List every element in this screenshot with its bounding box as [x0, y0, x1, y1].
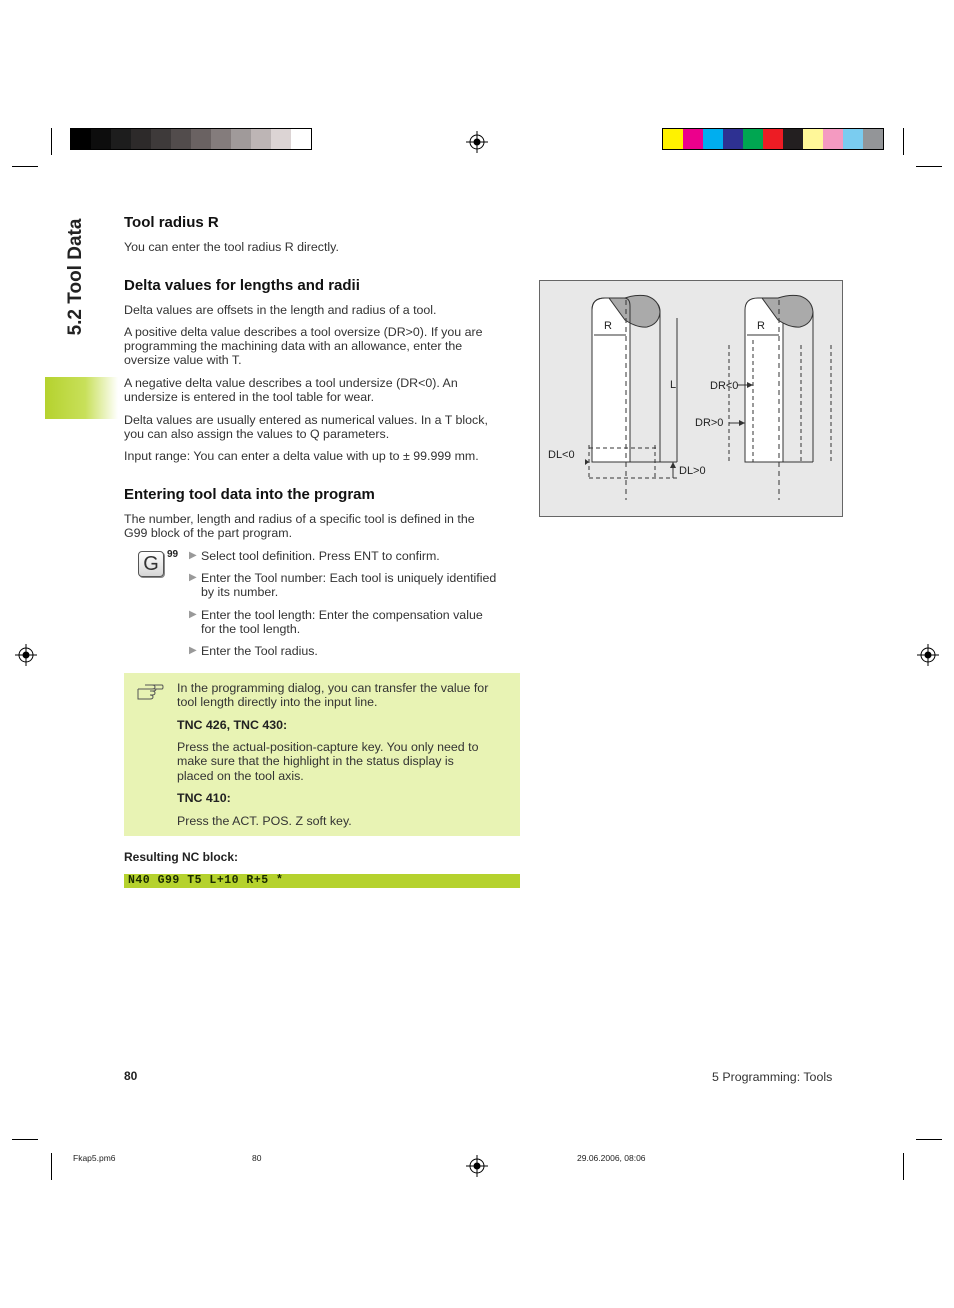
triangle-bullet-icon: ▶	[189, 572, 197, 583]
triangle-bullet-icon: ▶	[189, 609, 197, 620]
note-text: tool length directly into the input line.	[177, 695, 378, 709]
triangle-bullet-icon: ▶	[189, 550, 197, 561]
g-key-number: 99	[167, 549, 179, 560]
color-calibration-bar	[662, 128, 884, 150]
section-heading-tool-radius: Tool radius R	[124, 214, 219, 231]
body-text: you can also assign the values to Q parameters.	[124, 427, 390, 441]
note-text: Press the actual-position-capture key. You only need to	[177, 740, 479, 754]
registration-mark-icon	[15, 644, 37, 666]
body-text: A negative delta value describes a tool undersize (DR<0). An	[124, 376, 458, 390]
g-key-icon: G	[138, 551, 164, 577]
diagram-label-dr-positive: DR>0	[695, 417, 724, 429]
nc-block-bar	[124, 874, 520, 888]
grayscale-calibration-bar	[70, 128, 312, 150]
diagram-label-dl-negative: DL<0	[548, 449, 575, 461]
body-text: G99 block of the part program.	[124, 526, 293, 540]
print-page-ref: 80	[252, 1153, 262, 1163]
section-heading-delta-values: Delta values for lengths and radii	[124, 277, 360, 294]
file-name: Fkap5.pm6	[73, 1153, 116, 1163]
body-text: The number, length and radius of a specific tool is defined in the	[124, 512, 475, 526]
step-item: ▶ Select tool definition. Press ENT to confirm.	[189, 549, 440, 563]
body-text: You can enter the tool radius R directly.	[124, 240, 339, 254]
pointing-hand-icon	[136, 681, 164, 701]
note-text: make sure that the highlight in the status display is	[177, 754, 454, 768]
step-item: ▶ Enter the Tool number: Each tool is uniquely identified by its number.	[189, 571, 497, 600]
body-text: Input range: You can enter a delta value with up to ± 99.999 mm.	[124, 449, 479, 463]
body-text: programming the machining data with an allowance, enter the	[124, 339, 463, 353]
result-label: Resulting NC block:	[124, 850, 239, 864]
crop-mark	[916, 166, 942, 167]
crop-mark	[12, 1139, 38, 1140]
chapter-side-title: 5.2 Tool Data	[65, 218, 86, 336]
note-label-tnc-410: TNC 410:	[177, 791, 231, 805]
triangle-bullet-icon: ▶	[189, 645, 197, 656]
diagram-label-l: L	[670, 379, 677, 391]
chapter-footer: 5 Programming: Tools	[712, 1070, 833, 1084]
crop-mark	[903, 1153, 904, 1180]
body-text: Delta values are offsets in the length and radius of a tool.	[124, 303, 437, 317]
body-text: undersize is entered in the tool table for wear.	[124, 390, 375, 404]
registration-mark-icon	[917, 644, 939, 666]
chapter-tab-marker	[45, 377, 118, 419]
step-item: ▶ Enter the Tool radius.	[189, 644, 318, 658]
nc-block-code: N40 G99 T5 L+10 R+5 *	[128, 874, 284, 887]
crop-mark	[916, 1139, 942, 1140]
registration-mark-icon	[466, 1155, 488, 1177]
diagram-label-r: R	[604, 320, 612, 332]
note-box	[124, 673, 520, 836]
crop-mark	[12, 166, 38, 167]
diagram-label-dr-negative: DR<0	[710, 380, 739, 392]
diagram-label-dl-positive: DL>0	[679, 465, 706, 477]
crop-mark	[903, 128, 904, 155]
section-heading-entering-tool-data: Entering tool data into the program	[124, 486, 375, 503]
body-text: oversize value with T.	[124, 353, 242, 367]
crop-mark	[51, 1153, 52, 1180]
diagram-label-r: R	[757, 320, 765, 332]
print-timestamp: 29.06.2006, 08:06	[577, 1153, 646, 1163]
registration-mark-icon	[466, 131, 488, 153]
tool-delta-diagram	[539, 280, 843, 517]
note-text: placed on the tool axis.	[177, 769, 304, 783]
body-text: A positive delta value describes a tool oversize (DR>0). If you are	[124, 325, 483, 339]
body-text: Delta values are usually entered as numerical values. In a T block,	[124, 413, 488, 427]
note-label-tnc-426-430: TNC 426, TNC 430:	[177, 718, 288, 732]
note-text: In the programming dialog, you can transfer the value for	[177, 681, 489, 695]
crop-mark	[51, 128, 52, 155]
step-item: ▶ Enter the tool length: Enter the compensation value for the tool length.	[189, 608, 483, 637]
note-text: Press the ACT. POS. Z soft key.	[177, 814, 352, 828]
page-number: 80	[124, 1069, 138, 1083]
